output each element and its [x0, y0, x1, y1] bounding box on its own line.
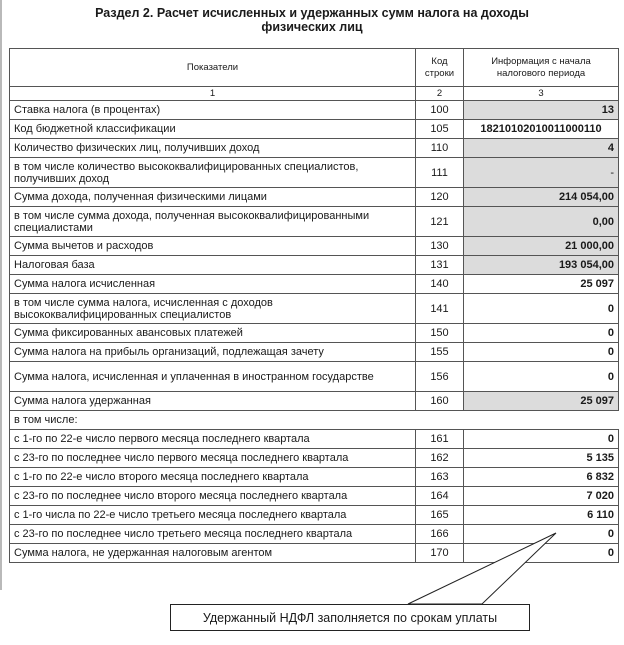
row-code: 100 — [416, 101, 464, 120]
row-label: Налоговая база — [10, 256, 416, 275]
section-title-line2: физических лиц — [261, 20, 363, 34]
row-label: с 23-го по последнее число третьего месяца последнего квартала — [10, 525, 416, 544]
row-value: 13 — [464, 101, 619, 120]
row-label: в том числе: — [10, 411, 619, 430]
header-indicator: Показатели — [10, 49, 416, 87]
row-value: 21 000,00 — [464, 237, 619, 256]
row-label: Сумма налога на прибыль организаций, подлежащая зачету — [10, 343, 416, 362]
row-label: с 1-го по 22-е число второго месяца последнего квартала — [10, 468, 416, 487]
row-code: 164 — [416, 487, 464, 506]
row-code: 161 — [416, 430, 464, 449]
row-label: в том числе сумма дохода, полученная высококвалифицированными специалистами — [10, 207, 416, 237]
row-label: Код бюджетной классификации — [10, 120, 416, 139]
row-code: 111 — [416, 158, 464, 188]
row-code: 165 — [416, 506, 464, 525]
row-code: 163 — [416, 468, 464, 487]
row-value: 0 — [464, 294, 619, 324]
row-value: 0 — [464, 324, 619, 343]
row-code: 156 — [416, 362, 464, 392]
row-code: 170 — [416, 544, 464, 563]
row-value: 0 — [464, 525, 619, 544]
row-label: Сумма налога, не удержанная налоговым агентом — [10, 544, 416, 563]
row-code: 166 — [416, 525, 464, 544]
row-value: 4 — [464, 139, 619, 158]
row-label: Сумма вычетов и расходов — [10, 237, 416, 256]
row-value: 5 135 — [464, 449, 619, 468]
row-code: 130 — [416, 237, 464, 256]
row-value: 25 097 — [464, 275, 619, 294]
row-code: 120 — [416, 188, 464, 207]
row-label: Сумма дохода, полученная физическими лицами — [10, 188, 416, 207]
row-value: 25 097 — [464, 392, 619, 411]
row-value: 0 — [464, 430, 619, 449]
row-label: в том числе сумма налога, исчисленная с доходов высококвалифицированных специалистов — [10, 294, 416, 324]
row-code: 141 — [416, 294, 464, 324]
row-value: 0 — [464, 343, 619, 362]
row-label: в том числе количество высококвалифицированных специалистов, получивших доход — [10, 158, 416, 188]
row-value: 0 — [464, 544, 619, 563]
row-code: 155 — [416, 343, 464, 362]
row-code: 105 — [416, 120, 464, 139]
column-number-1: 1 — [10, 87, 416, 101]
row-value: 0 — [464, 362, 619, 392]
column-number-2: 2 — [416, 87, 464, 101]
row-value: 18210102010011000110 — [464, 120, 619, 139]
row-label: Сумма фиксированных авансовых платежей — [10, 324, 416, 343]
callout-note: Удержанный НДФЛ заполняется по срокам уплаты — [170, 604, 530, 631]
row-label: с 1-го числа по 22-е число третьего месяца последнего квартала — [10, 506, 416, 525]
row-label: Сумма налога удержанная — [10, 392, 416, 411]
header-info: Информация с начала налогового периода — [464, 49, 619, 87]
row-label: с 23-го по последнее число первого месяца последнего квартала — [10, 449, 416, 468]
row-value: 7 020 — [464, 487, 619, 506]
row-code: 121 — [416, 207, 464, 237]
row-value: 214 054,00 — [464, 188, 619, 207]
row-code: 162 — [416, 449, 464, 468]
row-code: 150 — [416, 324, 464, 343]
row-code: 110 — [416, 139, 464, 158]
row-label: с 1-го по 22-е число первого месяца последнего квартала — [10, 430, 416, 449]
column-number-3: 3 — [464, 87, 619, 101]
section-title-line1: Раздел 2. Расчет исчисленных и удержанных сумм налога на доходы — [95, 6, 529, 20]
row-label: Ставка налога (в процентах) — [10, 101, 416, 120]
row-label: Количество физических лиц, получивших доход — [10, 139, 416, 158]
row-code: 131 — [416, 256, 464, 275]
row-value: - — [464, 158, 619, 188]
row-value: 6 832 — [464, 468, 619, 487]
row-label: с 23-го по последнее число второго месяца последнего квартала — [10, 487, 416, 506]
header-code: Код строки — [416, 49, 464, 87]
row-label: Сумма налога, исчисленная и уплаченная в иностранном государстве — [10, 362, 416, 392]
row-value: 6 110 — [464, 506, 619, 525]
row-code: 140 — [416, 275, 464, 294]
row-value: 193 054,00 — [464, 256, 619, 275]
row-code: 160 — [416, 392, 464, 411]
row-label: Сумма налога исчисленная — [10, 275, 416, 294]
row-value: 0,00 — [464, 207, 619, 237]
